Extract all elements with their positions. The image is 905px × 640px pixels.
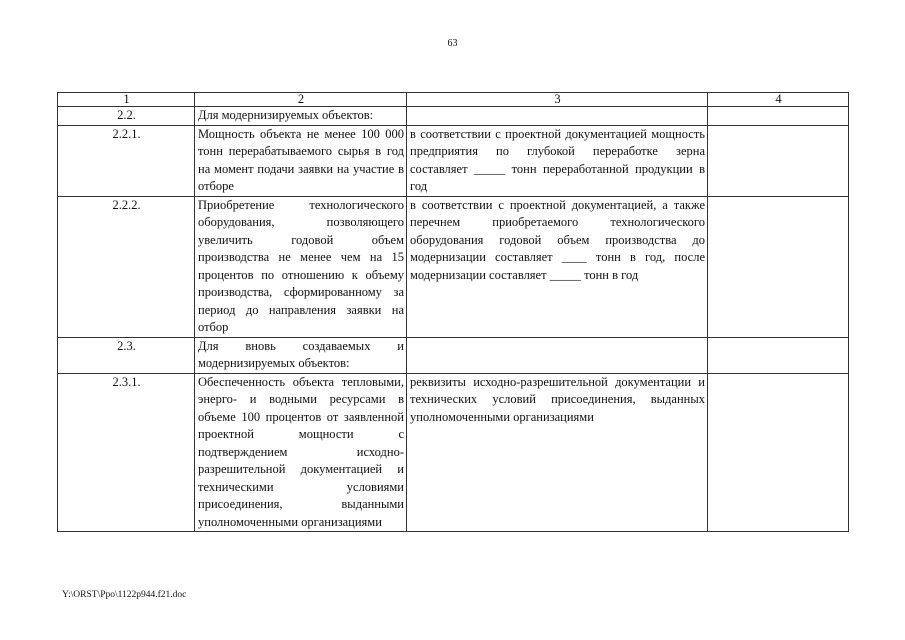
table-row [58,107,849,126]
page-number: 63 [447,38,458,49]
note-cell [708,337,849,373]
document-cell: в соответствии с проектной документацией, а также перечнем приобретаемого технологического оборудования годовой объем производства до модернизации составляет ____ тонн в год, после модернизации составляет _____ тонн в год [407,196,708,337]
column-header-4: 4 [708,93,849,107]
note-cell [708,373,849,532]
table-row [58,196,849,337]
criterion-cell: Приобретение технологического оборудования, позволяющего увеличить годовой объем производства не менее чем на 15 процентов по отношению к объему производства, сформированному за период до направления заявки на отбор [195,196,407,337]
table-header-row [58,93,849,107]
column-header-1: 1 [58,93,195,107]
document-cell: в соответствии с проектной документацией мощность предприятия по глубокой переработке зерна составляет _____ тонн переработанной продукции в год [407,125,708,196]
table-row [58,373,849,532]
row-number: 2.2.1. [58,125,195,196]
file-path-footer: Y:\ORST\Ppo\1122p944.f21.doc [62,590,187,600]
column-header-3: 3 [407,93,708,107]
document-cell: реквизиты исходно-разрешительной документации и технических условий присоединения, выданных уполномоченными организациями [407,373,708,532]
row-number: 2.3. [58,337,195,373]
column-header-2: 2 [195,93,407,107]
table-row [58,337,849,373]
criterion-cell: Обеспеченность объекта тепловыми, энерго- и водными ресурсами в объеме 100 процентов от заявленной проектной мощности с подтверждением исходно-разрешительной документацией и техническими условиями присоединения, выданными уполномоченными организациями [195,373,407,532]
note-cell [708,125,849,196]
criterion-cell: Для вновь создаваемых и модернизируемых объектов: [195,337,407,373]
criterion-cell: Мощность объекта не менее 100 000 тонн перерабатываемого сырья в год на момент подачи заявки на участие в отборе [195,125,407,196]
note-cell [708,196,849,337]
criterion-cell: Для модернизируемых объектов: [195,107,407,126]
row-number: 2.2.2. [58,196,195,337]
document-cell [407,107,708,126]
requirements-table [57,92,849,532]
note-cell [708,107,849,126]
row-number: 2.2. [58,107,195,126]
table-row [58,125,849,196]
document-cell [407,337,708,373]
row-number: 2.3.1. [58,373,195,532]
